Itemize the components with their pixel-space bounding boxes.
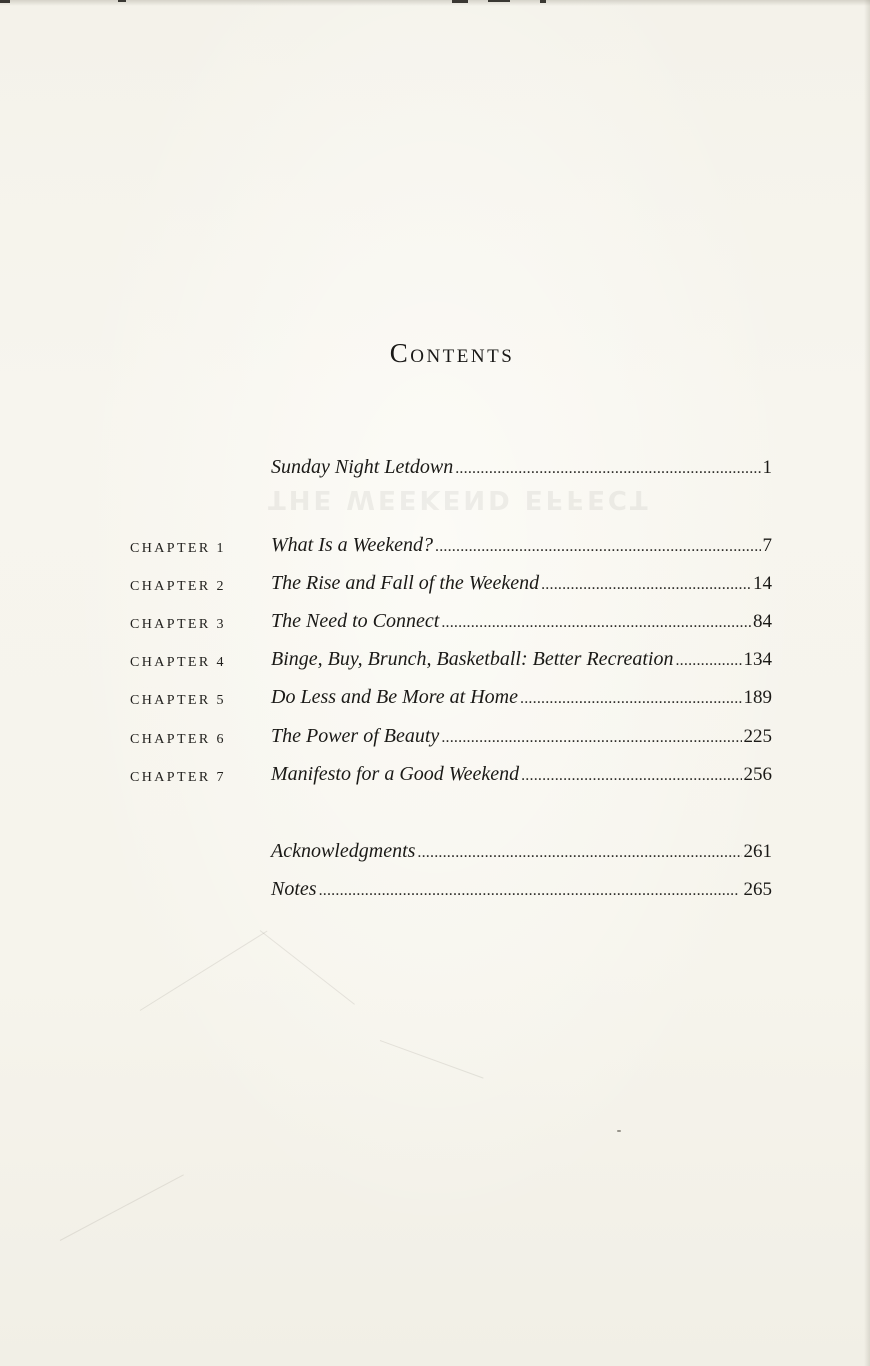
toc-entry-title: Notes [271, 878, 317, 900]
chapter-label: CHAPTER 7 [130, 770, 226, 785]
toc-entry-chapter-6 [0, 725, 870, 755]
chapter-label: CHAPTER 2 [130, 579, 226, 594]
toc-page-number: 134 [743, 649, 772, 670]
toc-page-number: 7 [762, 535, 772, 556]
chapter-label: CHAPTER 5 [130, 693, 226, 708]
toc-entry-chapter-2 [0, 572, 870, 602]
toc-entry-title: Do Less and Be More at Home [271, 686, 519, 708]
paper-crease [260, 930, 355, 1005]
toc-entry-title: The Rise and Fall of the Weekend [271, 572, 540, 594]
show-through-text: THE WEEKEND EFFECT [268, 484, 651, 514]
toc-entry-chapter-3 [0, 610, 870, 640]
toc-entry-chapter-7 [0, 763, 870, 793]
page-top-shadow [0, 0, 870, 6]
toc-entry-title: Manifesto for a Good Weekend [271, 763, 520, 785]
toc-entry-chapter-1 [0, 534, 870, 564]
dot-leader [441, 729, 741, 747]
chapter-label: CHAPTER 4 [130, 655, 226, 670]
toc-entry-title: What Is a Weekend? [271, 534, 433, 556]
toc-page-number: 189 [743, 687, 772, 708]
paper-crease [60, 1174, 184, 1241]
toc-entry-notes [0, 878, 870, 908]
toc-page-number: 84 [753, 611, 772, 632]
page-right-shadow [864, 0, 870, 1366]
page-title [0, 338, 870, 369]
dot-leader [455, 460, 760, 478]
toc-page-number: 225 [743, 726, 772, 747]
toc-entry-title: Acknowledgments [271, 840, 416, 862]
toc-page-number: 256 [743, 764, 772, 785]
toc-page-number: 1 [762, 457, 772, 478]
paper-speck [617, 1130, 621, 1132]
toc-entry-title: Sunday Night Letdown [271, 456, 454, 478]
dot-leader [520, 690, 741, 708]
chapter-label: CHAPTER 1 [130, 541, 226, 556]
toc-entry-title: The Power of Beauty [271, 725, 440, 747]
toc-entry-title: Binge, Buy, Brunch, Basketball: Better Recreation [271, 648, 674, 670]
toc-entry-chapter-4 [0, 648, 870, 678]
toc-entry-acknowledgments [0, 840, 870, 870]
toc-page-number: 265 [743, 879, 772, 900]
contents-heading: Contents [389, 338, 515, 368]
toc-entry-chapter-5 [0, 686, 870, 716]
toc-entry-intro [0, 456, 870, 486]
dot-leader [541, 576, 751, 594]
dot-leader [435, 538, 761, 556]
dot-leader [441, 614, 751, 632]
toc-page-number: 261 [743, 841, 772, 862]
dot-leader [675, 652, 741, 670]
dot-leader [521, 767, 741, 785]
dot-leader [417, 844, 741, 862]
dot-leader [319, 882, 742, 900]
chapter-label: CHAPTER 6 [130, 732, 226, 747]
chapter-label: CHAPTER 3 [130, 617, 226, 632]
toc-entry-title: The Need to Connect [271, 610, 440, 632]
paper-crease [140, 931, 268, 1011]
paper-crease [380, 1040, 484, 1079]
toc-page-number: 14 [753, 573, 772, 594]
